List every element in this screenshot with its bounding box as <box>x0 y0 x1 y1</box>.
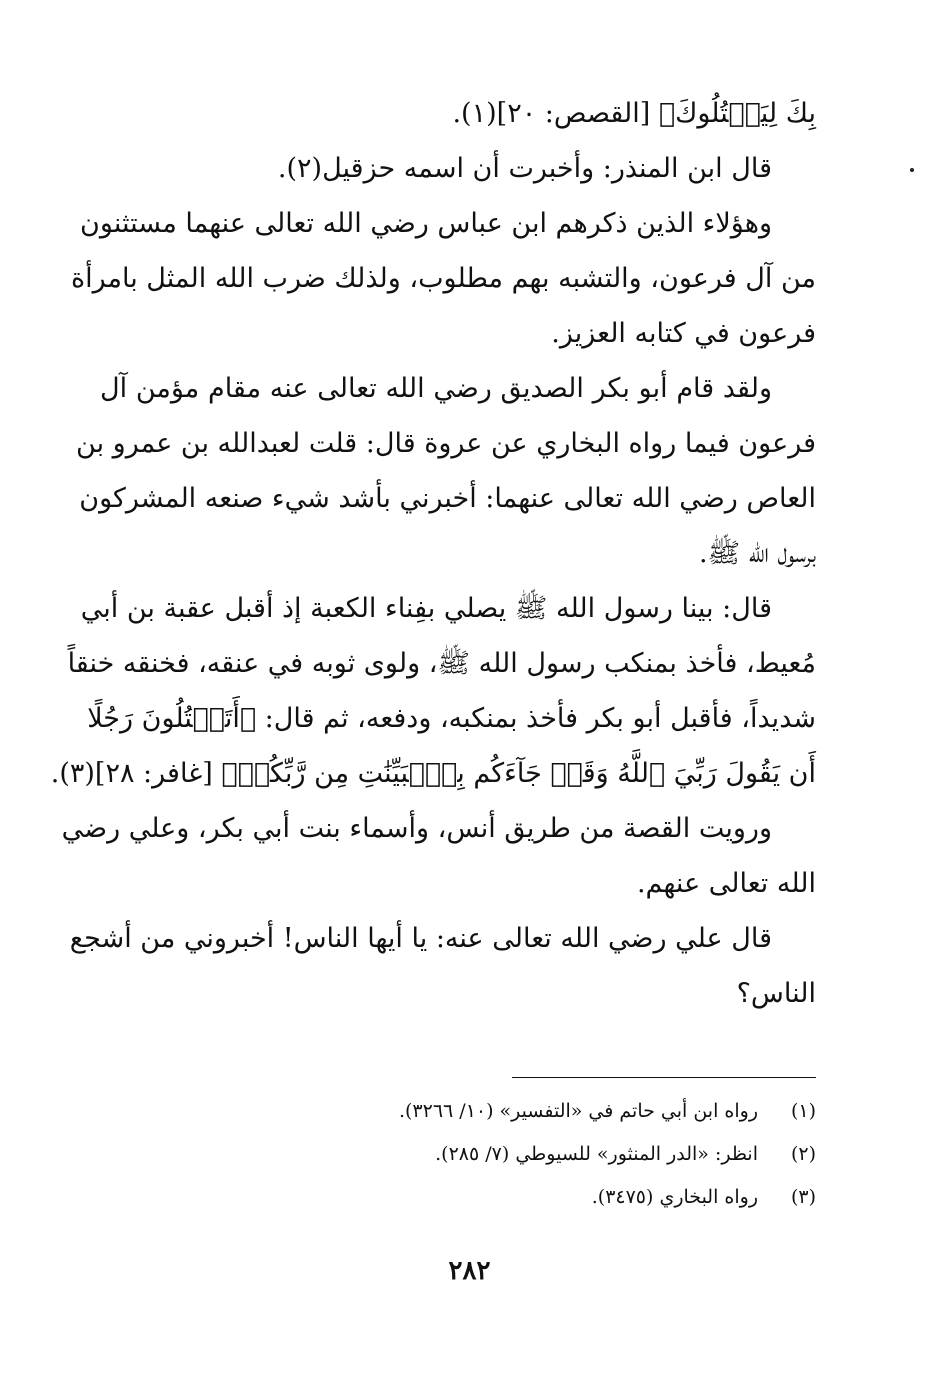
text-line: بِكَ لِيَقۡتُلُوكَ﴾ [القصص: ٢٠](١). <box>452 98 816 129</box>
footnote <box>216 1133 816 1176</box>
text-line: قال علي رضي الله تعالى عنه: يا أيها الناس! أخبروني من أشجع <box>69 923 772 954</box>
text-line: فرعون فيما رواه البخاري عن عروة قال: قلت لعبدالله بن عمرو بن <box>76 428 816 459</box>
text-line: وهؤلاء الذين ذكرهم ابن عباس رضي الله تعالى عنهما مستثنون <box>80 208 772 239</box>
footnote-text: انظر: «الدر المنثور» للسيوطي (٧/ ٢٨٥). <box>435 1143 758 1165</box>
text-line: العاص رضي الله تعالى عنهما: أخبرني بأشد شيء صنعه المشركون <box>79 483 816 514</box>
footnote <box>216 1090 816 1133</box>
text-line: مُعيط، فأخذ بمنكب رسول الله ﷺ، ولوى ثوبه في عنقه، فخنقه خنقاً <box>67 648 816 679</box>
text-line: قال ابن المنذر: وأخبرت أن اسمه حزقيل(٢). <box>277 153 772 184</box>
text-line: قال: بينا رسول الله ﷺ يصلي بفِناء الكعبة إذ أقبل عقبة بن أبي <box>80 593 772 624</box>
text-line: ورويت القصة من طريق أنس، وأسماء بنت أبي بكر، وعلي رضي <box>61 813 772 844</box>
footnotes <box>216 1090 816 1219</box>
text-line: من آل فرعون، والتشبه بهم مطلوب، ولذلك ضرب الله المثل بامرأة <box>70 263 816 294</box>
page-body <box>50 86 816 1021</box>
text-line: شديداً، فأقبل أبو بكر فأخذ بمنكبه، ودفعه، ثم قال: ﴿أَتَقۡتُلُونَ رَجُلًا <box>87 703 816 734</box>
text-line: الناس؟ <box>736 978 816 1009</box>
footnote-number: (٣) <box>790 1186 816 1208</box>
page-number: ٢٨٢ <box>448 1256 491 1286</box>
footnote-number: (٢) <box>790 1143 816 1165</box>
text-line: الله تعالى عنهم. <box>636 868 816 899</box>
footnote-number: (١) <box>790 1100 816 1122</box>
text-line: ولقد قام أبو بكر الصديق رضي الله تعالى عنه مقام مؤمن آل <box>100 373 772 404</box>
text-line: أَن يَقُولَ رَبِّيَ ٱللَّهُ وَقَدۡ جَآءَكُم بِٱلۡبَيِّنَٰتِ مِن رَّبِّكُمۡ﴾ [غافر: ٢٨](٣). <box>50 758 816 789</box>
footnote-separator <box>512 1077 816 1078</box>
main-text <box>50 86 816 1021</box>
scan-speck <box>910 168 914 172</box>
footnote-text: رواه ابن أبي حاتم في «التفسير» (١٠/ ٣٢٦٦). <box>398 1100 758 1122</box>
footnote-text: رواه البخاري (٣٤٧٥). <box>591 1186 758 1208</box>
text-line: برسول الله ﷺ. <box>698 538 816 569</box>
text-line: فرعون في كتابه العزيز. <box>551 318 816 349</box>
footnote <box>216 1176 816 1219</box>
